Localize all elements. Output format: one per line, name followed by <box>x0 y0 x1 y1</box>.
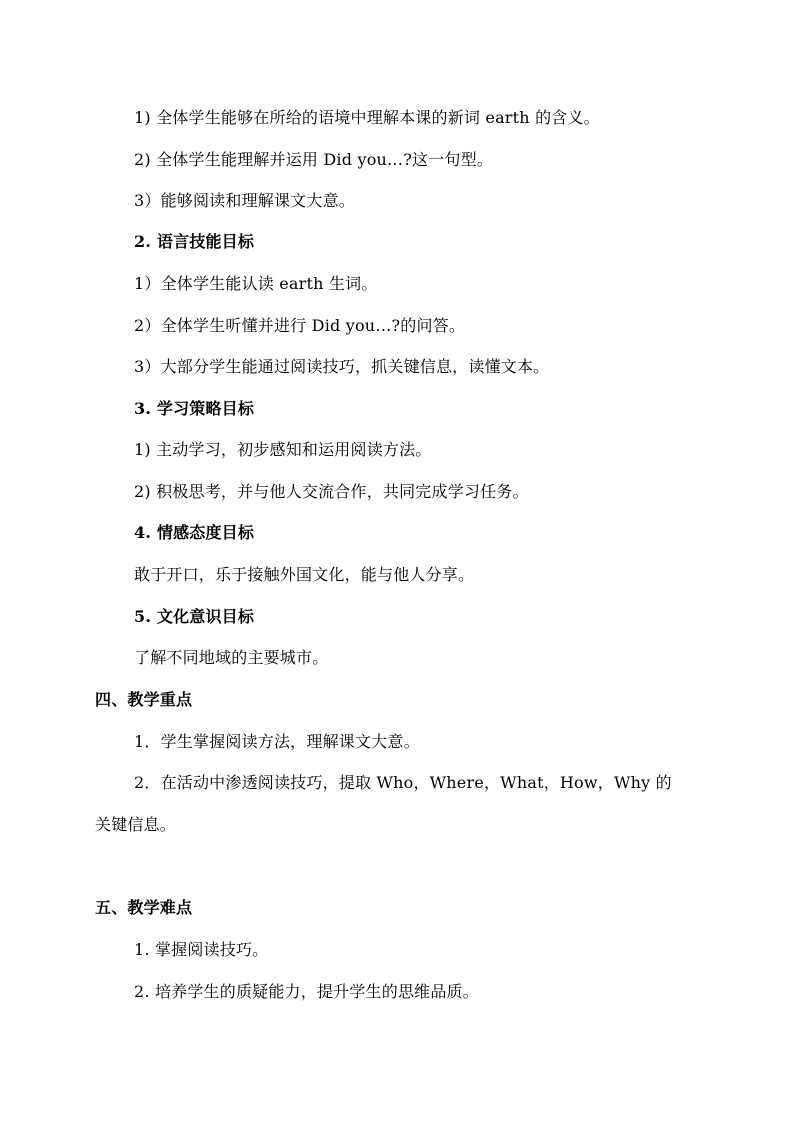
paragraph-line: 敢于开口，乐于接触外国文化，能与他人分享。 <box>134 565 475 584</box>
difficulty-line: 1. 掌握阅读技巧。 <box>134 940 269 959</box>
paragraph-line: 了解不同地域的主要城市。 <box>134 648 329 667</box>
objective-line: 1) 全体学生能够在所给的语境中理解本课的新词 earth 的含义。 <box>134 108 600 127</box>
subsection-heading: 2. 语言技能目标 <box>134 232 255 251</box>
subsection-heading: 5. 文化意识目标 <box>134 607 255 626</box>
objective-line: 2) 全体学生能理解并运用 Did you…?这一句型。 <box>134 150 494 169</box>
section-heading: 四、教学重点 <box>95 690 193 709</box>
key-point-line: 1．学生掌握阅读方法，理解课文大意。 <box>134 732 420 751</box>
objective-line: 3）能够阅读和理解课文大意。 <box>134 191 355 210</box>
difficulty-line: 2. 培养学生的质疑能力，提升学生的思维品质。 <box>134 982 479 1001</box>
section-heading: 五、教学难点 <box>95 898 193 917</box>
key-point-line-continued: 关键信息。 <box>95 815 177 834</box>
subsection-heading: 4. 情感态度目标 <box>134 523 255 542</box>
key-point-line: 2．在活动中渗透阅读技巧，提取 Who，Where，What，How，Why 的 <box>134 773 672 792</box>
objective-line: 1）全体学生能认读 earth 生词。 <box>134 274 378 293</box>
objective-line: 3）大部分学生能通过阅读技巧，抓关键信息，读懂文本。 <box>134 357 550 376</box>
subsection-heading: 3. 学习策略目标 <box>134 399 255 418</box>
objective-line: 2）全体学生听懂并进行 Did you…?的问答。 <box>134 316 466 335</box>
objective-line: 2) 积极思考，并与他人交流合作，共同完成学习任务。 <box>134 482 529 501</box>
objective-line: 1) 主动学习，初步感知和运用阅读方法。 <box>134 440 432 459</box>
